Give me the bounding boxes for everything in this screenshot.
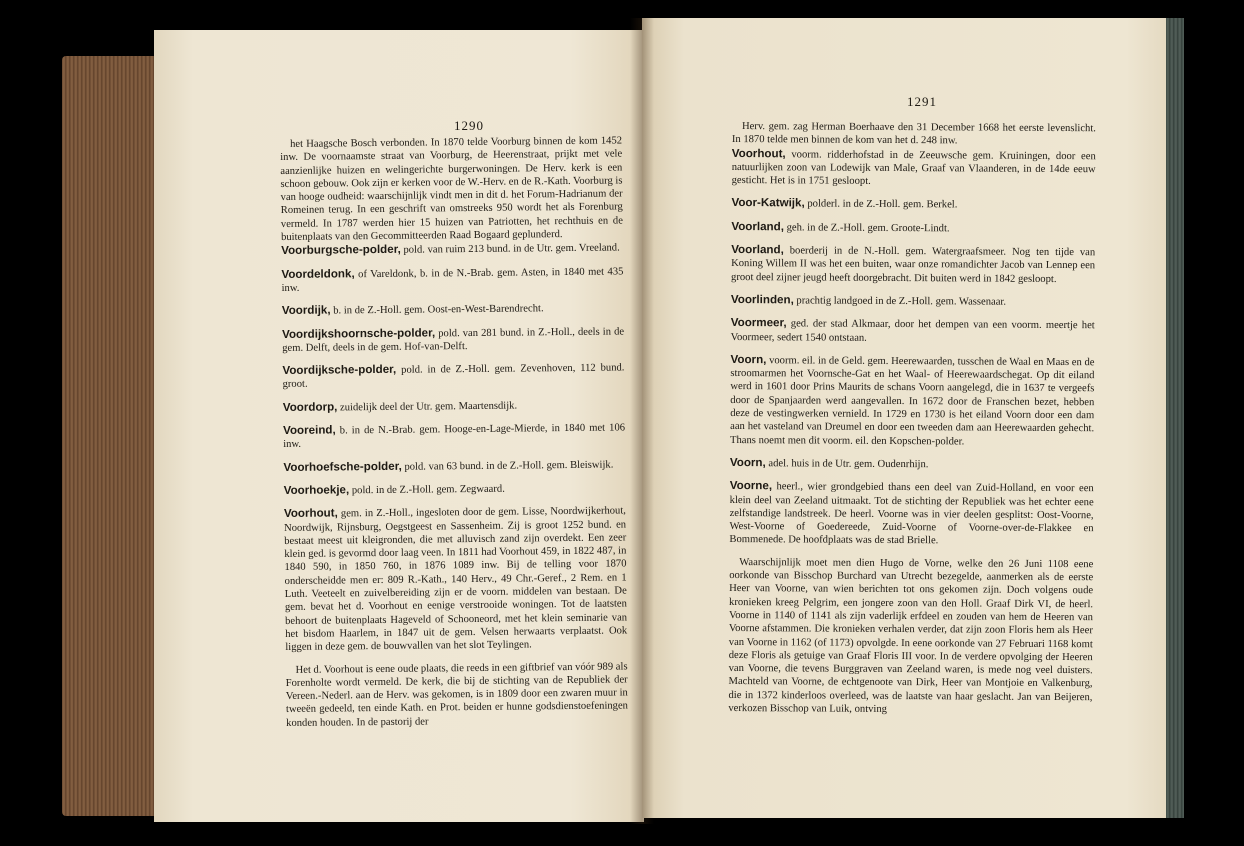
entry-text: pold. in de Z.-Holl. gem. Zevenhoven, 112 bund. groot.	[282, 362, 625, 391]
dictionary-entry	[282, 361, 624, 392]
entry-text: of Vareldonk, b. in de N.-Brab. gem. Asten, in 1840 met 435 inw.	[281, 266, 624, 294]
dictionary-entry	[283, 457, 625, 475]
dictionary-entry	[731, 243, 1095, 286]
entry-text: pold. van ruim 213 bund. in de Utr. gem. Vreeland.	[400, 242, 620, 257]
page-edges-left	[62, 56, 154, 816]
entry-headword: Voordijksche-polder,	[282, 362, 397, 378]
entry-headword: Voordijk,	[281, 303, 331, 318]
entry-headword: Vooreind,	[282, 423, 336, 438]
entry-text: pold. van 281 bund. in Z.-Holl., deels in de gem. Delft, deels in de gem. Hof-van-Delft.	[282, 325, 625, 354]
entry-text: Herv. gem. zag Herman Boerhaave den 31 December 1668 het eerste levenslicht. In 1870 telde men binnen de kom van het d. 248 inw.	[731, 121, 1096, 147]
left-page-text	[280, 134, 628, 730]
entry-text: gem. in Z.-Holl., ingesloten door de gem. Lisse, Noordwijkerhout, Noordwijk, Rijnsburg, Oegstgeest en Sassenheim. Zij is groot 1252 bund. en bestaat meest uit kleigronden, die met alluvisch zand zijn overdekt. Een zeer klein ged. is gevormd door laag veen. In 1811 had Voorhout 459, in 1822 487, in 1840 590, in 1850 760, in 1876 1089 inw. Bij de telling voor 1870 onderscheidde men er: 809 R.-Kath., 140 Herv., 49 Chr.-Geref., 2 Rem. en 1 Luth. Veeteelt en zuivelbereiding zijn er de voorn. middelen van bestaan. De gem. bevat het d. Voorhout en eenige verstrooide woningen. Tot de laatsten behoort de buitenplaats Hageveld of Schooneord, met het klein seminarie van het bisdom Haarlem, in 1847 uit de gem. Velsen herwaarts verplaatst. Ook liggen in deze gem. de bouwvallen van het slot Teylingen.	[284, 505, 628, 654]
dictionary-entry	[728, 556, 1093, 718]
entry-text: voorm. eil. in de Geld. gem. Heerewaarden, tusschen de Waal en Maas en de stroomarmen het Voornsche-Gat en het Waal- of Heerewaardschegat. Op dit eiland werd in 1601 door Prins Maurits de schans Voorn aangelegd, die in 1637 te vergeefs door de Spanjaarden werd aangevallen. In 1672 door de Franschen bezet, hebben deze de vestingwerken vernield. In 1729 en 1730 is het eiland Voorn door een dam aan het vasteland van Dreumel en door een tweeden dam aan Heerewaarden gehecht. Thans noemt men dit voorm. eil. den Kopschen-polder.	[730, 355, 1095, 448]
entry-headword: Voorland,	[731, 219, 784, 234]
dictionary-entry	[732, 147, 1096, 190]
right-page-text	[728, 120, 1096, 717]
entry-headword: Voordijkshoornsche-polder,	[281, 325, 436, 341]
entry-text: Waarschijnlijk moet men dien Hugo de Vorne, welke den 26 Juni 1108 eene oorkonde van Bisschop Burchard van Utrecht bezegelde, aanmerken als de eerste Heer van Voorne, van wien berichten tot ons gekomen zijn. Doch volgens oude kronieken kreeg Pelgrim, een jongere zoon van den Holl. Graaf Dirk VI, de heerl. Voorne in 1140 of 1141 als zijn vaderlijk erfdeel en zouden van hem de Heeren van Voorne afstammen. Die kronieken verhalen verder, dat zijn zoon Floris hem als Heer van Voorne in 1162 (of 1173) opvolgde. In eene oorkonde van 27 Februari 1168 komt deze Floris als getuige van Graaf Floris III voor. In de verdere opvolging der Heeren van Voorne, die tevens Burggraven van Zeeland waren, is mede nog veel duisters. Machteld van Voorne, de echtgenoote van Dirk, Heer van Montjoie en Valkenburg, die in 1372 kinderloos overleed, was de laatste van haar geslacht. Jan van Beijeren, verkozen Bisschop van Luik, ontving	[728, 556, 1094, 715]
entry-headword: Voormeer,	[730, 316, 787, 330]
dictionary-entry	[282, 324, 624, 355]
entry-text: b. in de Z.-Holl. gem. Oost-en-West-Barendrecht.	[330, 303, 544, 317]
entry-text: ged. der stad Alkmaar, door het dempen van een voorm. meertje het Voormeer, sedert 1540 ontstaan.	[730, 318, 1095, 344]
dictionary-entry	[283, 420, 625, 451]
dictionary-entry	[731, 293, 1095, 310]
dictionary-entry	[731, 196, 1095, 213]
entry-text: prachtig landgoed in de Z.-Holl. gem. Wassenaar.	[793, 295, 1007, 308]
page-number-left: 1290	[454, 118, 484, 133]
entry-headword: Voorn,	[730, 352, 767, 367]
dictionary-entry	[284, 504, 628, 655]
entry-headword: Voordeldonk,	[281, 266, 355, 281]
dictionary-entry	[284, 480, 626, 498]
entry-text: het Haagsche Bosch verbonden. In 1870 telde Voorburg binnen de kom 1452 inw. De voornaamste straat van Voorburg, de Heerenstraat, prijkt met vele aanzienlijke huizen en welingerichte burgerwoningen. De Herv. kerk is een schoon gebouw. Ook zijn er kerken voor de W.-Herv. en de R.-Kath. Voorburg is van hooge oudheid: waarschijnlijk vindt men in dit d. het Forum-Hadrianum der Romeinen terug. In een geschrift van omstreeks 950 wordt het als Forenburg vermeld. In 1787 werden hier 15 huizen van Patriotten, het rechthuis en de buitenplaats van den Gecommitteerden Raad Bogaard geplunderd.	[280, 135, 623, 244]
dictionary-entry	[731, 316, 1095, 346]
entry-headword: Voorland,	[731, 243, 784, 257]
dictionary-entry	[281, 241, 623, 259]
entry-headword: Voor-Katwijk,	[731, 196, 805, 210]
entry-text: geh. in de Z.-Holl. gem. Groote-Lindt.	[783, 222, 950, 235]
entry-text: heerl., wier grondgebied thans een deel van Zuid-Holland, en voor een klein deel van Zeeland uitmaakt. Tot de stichting der Republiek was het echter eene zelfstandige landstreek. De heerl. Voorne was in vier deelen gesplitst: Oost-Voorne, West-Voorne of Goedereede, Zuid-Voorne of Voorne-over-de-Flakkee en Bommenede. De hoofdplaats was de stad Brielle.	[729, 481, 1094, 547]
dictionary-entry	[280, 134, 623, 244]
entry-text: b. in de N.-Brab. gem. Hooge-en-Lage-Mierde, in 1840 met 106 inw.	[283, 422, 626, 451]
entry-headword: Voorhoefsche-polder,	[283, 459, 402, 474]
left-page	[154, 30, 644, 822]
entry-headword: Voordorp,	[282, 400, 338, 414]
entry-headword: Voorburgsche-polder,	[281, 243, 401, 258]
entry-text: pold. in de Z.-Holl. gem. Zegwaard.	[349, 483, 505, 497]
entry-text: adel. huis in de Utr. gem. Oudenrhijn.	[765, 458, 929, 471]
page-number-right: 1291	[907, 94, 937, 109]
entry-headword: Voorne,	[729, 479, 773, 493]
page-edges-right	[1166, 18, 1184, 818]
dictionary-entry	[730, 456, 1094, 473]
dictionary-entry	[729, 479, 1093, 549]
entry-text: boerderij in de N.-Holl. gem. Watergraafsmeer. Nog ten tijde van Koning Willem II was het een buiten, waar onze romandichter Jacob van Lennep een groot deel zijner jeugd heeft doorgebracht. Dit buiten werd in 1842 gesloopt.	[731, 245, 1096, 285]
entry-headword: Voorhout,	[283, 506, 338, 521]
entry-text: zuidelijk deel der Utr. gem. Maartensdijk.	[337, 400, 518, 414]
dictionary-entry	[731, 220, 1095, 237]
entry-headword: Voorhout,	[731, 146, 786, 160]
book-gutter	[630, 18, 654, 824]
dictionary-entry	[283, 397, 625, 415]
entry-text: polderl. in de Z.-Holl. gem. Berkel.	[804, 198, 958, 211]
entry-headword: Voorn,	[729, 455, 766, 470]
right-page	[642, 18, 1168, 818]
dictionary-entry	[282, 301, 624, 319]
entry-text: voorm. ridderhofstad in de Zeeuwsche gem. Kruiningen, door een natuurlijken zoon van Lodewijk van Male, Graaf van Vlaanderen, in de 14de eeuw gesticht. Het is in 1751 gesloopt.	[731, 148, 1096, 188]
open-book	[58, 18, 1186, 834]
entry-headword: Voorhoekje,	[283, 483, 350, 497]
entry-headword: Voorlinden,	[730, 292, 794, 307]
dictionary-entry	[281, 264, 623, 295]
entry-text: pold. van 63 bund. in de Z.-Holl. gem. Bleiswijk.	[401, 459, 614, 473]
dictionary-entry	[732, 120, 1096, 149]
entry-text: Het d. Voorhout is eene oude plaats, die reeds in een giftbrief van vóór 989 als Forenholte wordt vermeld. De kerk, die bij de stichting van de Republiek der Vereen.-Nederl. aan de Herv. was gekomen, is in 1809 door een zwaren muur in tweeën gedeeld, ten einde Kath. en Prot. beiden er hunne godsdienstoefeningen konden houden. In de pastorij der	[285, 660, 629, 729]
dictionary-entry	[730, 353, 1095, 449]
dictionary-entry	[286, 660, 629, 730]
